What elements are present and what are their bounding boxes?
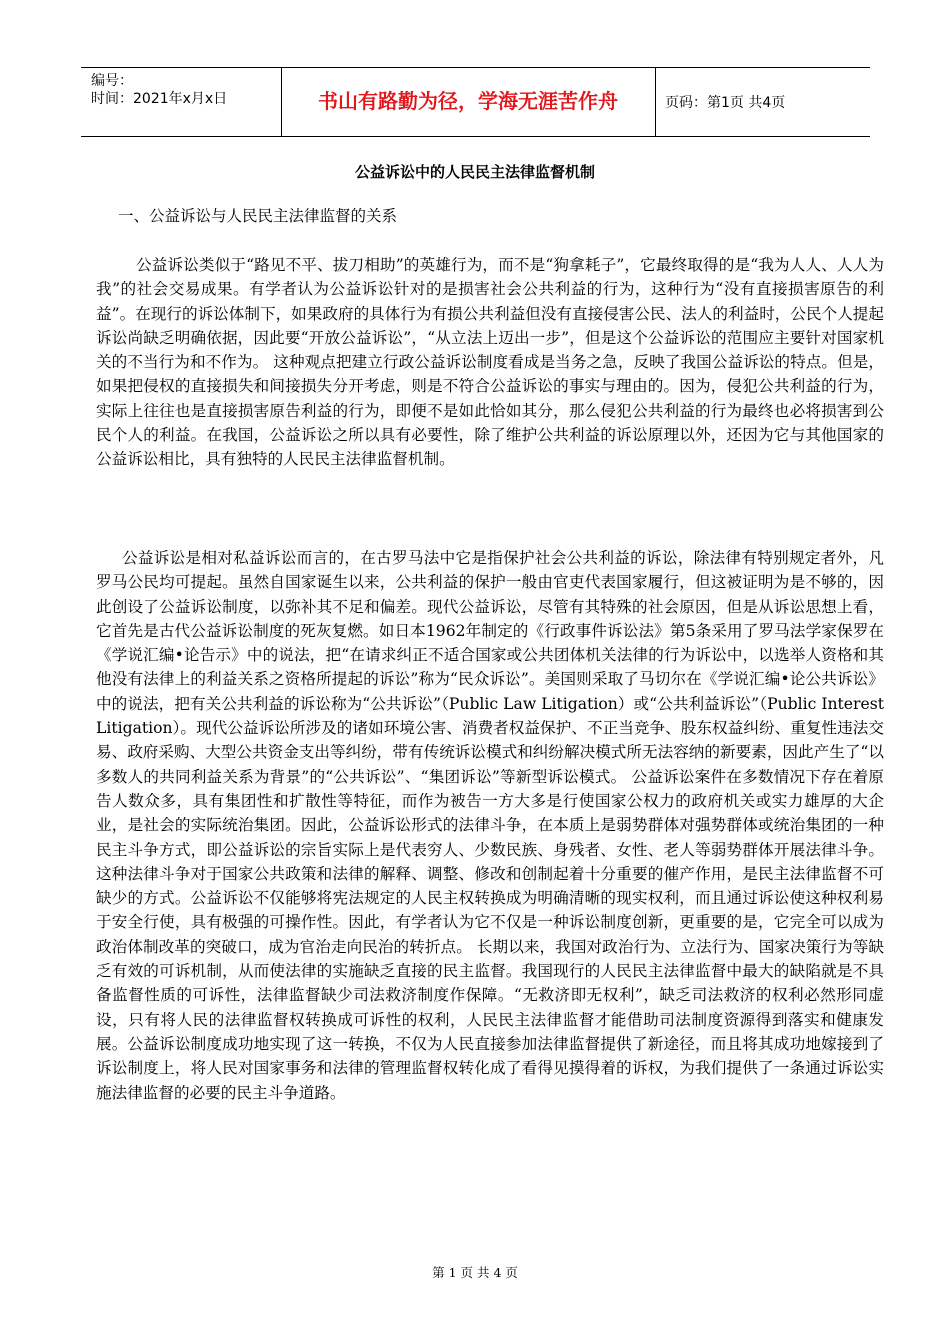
time-label: 时间：2021年x月x日 <box>91 91 228 107</box>
page-footer: 第 1 页 共 4 页 <box>432 1265 518 1280</box>
number-label: 编号： <box>91 73 133 89</box>
page-header <box>81 67 870 137</box>
header-meta <box>91 72 281 108</box>
header-divider <box>655 68 656 136</box>
header-page-info: 页码：第1页 共4页 <box>665 95 786 111</box>
section-heading: 一、公益诉讼与人民民主法律监督的关系 <box>118 207 398 225</box>
document-title: 公益诉讼中的人民民主法律监督机制 <box>354 163 595 181</box>
header-motto: 书山有路勤为径，学海无涯苦作舟 <box>318 89 618 113</box>
body-paragraph: 公益诉讼类似于“路见不平、拔刀相助”的英雄行为，而不是“狗拿耗子”，它最终取得的是“我为人人、人人为我”的社会交易成果。有学者认为公益诉讼针对的是损害社会公共利益的行为，这种行为“没有直接损害原告的利益”。在现行的诉讼体制下，如果政府的具体行为有损公共利益但没有直接侵害公民、法人的利益时，公民个人提起诉讼尚缺乏明确依据，因此要“开放公益诉讼”，“从立法上迈出一步”，但是这个公益诉讼的范围应主要针对国家机关的不当行为和不作为。 这种观点把建立行政公益诉讼制度看成是当务之急，反映了我国公益诉讼的特点。但是，如果把侵权的直接损失和间接损失分开考虑，则是不符合公益诉讼的事实与理由的。因为，侵犯公共利益的行为，实际上往往也是直接损害原告利益的行为，即便不是如此恰如其分，那么侵犯公共利益的行为最终也必将损害到公民个人的利益。在我国，公益诉讼之所以具有必要性，除了维护公共利益的诉讼原理以外，还因为它与其他国家的公益诉讼相比，具有独特的人民民主法律监督机制。 <box>96 256 884 469</box>
body-paragraph: 公益诉讼是相对私益诉讼而言的，在古罗马法中它是指保护社会公共利益的诉讼，除法律有特别规定者外，凡罗马公民均可提起。虽然自国家诞生以来，公共利益的保护一般由官吏代表国家履行，但这被证明为是不够的，因此创设了公益诉讼制度，以弥补其不足和偏差。现代公益诉讼，尽管有其特殊的社会原因，但是从诉讼思想上看，它首先是古代公益诉讼制度的死灰复燃。如日本1962年制定的《行政事件诉讼法》第5条采用了罗马法学家保罗在《学说汇编•论告示》中的说法，把“在请求纠正不适合国家或公共团体机关法律的行为诉讼中，以选举人资格和其他没有法律上的利益关系之资格所提起的诉讼”称为“民众诉讼”。美国则采取了马切尔在《学说汇编•论公共诉讼》中的说法，把有关公共利益的诉讼称为“公共诉讼”（Public Law Litigation）或“公共利益诉讼”（Public Interest Litigation）。现代公益诉讼所涉及的诸如环境公害、消费者权益保护、不正当竞争、股东权益纠纷、重复性违法交易、政府采购、大型公共资金支出等纠纷，带有传统诉讼模式和纠纷解决模式所无法容纳的新要素，因此产生了“以多数人的共同利益关系为背景”的“公共诉讼”、“集团诉讼”等新型诉讼模式。 公益诉讼案件在多数情况下存在着原告人数众多，具有集团性和扩散性等特征，而作为被告一方大多是行使国家公权力的政府机关或实力雄厚的大企业，是社会的实际统治集团。因此，公益诉讼形式的法律斗争，在本质上是弱势群体对强势群体或统治集团的一种民主斗争方式，即公益诉讼的宗旨实际上是代表穷人、少数民族、身残者、女性、老人等弱势群体开展法律斗争。这种法律斗争对于国家公共政策和法律的解释、调整、修改和创制起着十分重要的催产作用，是民主法律监督不可缺少的方式。公益诉讼不仅能够将宪法规定的人民主权转换成为明确清晰的现实权利，而且通过诉讼使这种权利易于安全行使，具有极强的可操作性。因此，有学者认为它不仅是一种诉讼制度创新，更重要的是，它完全可以成为政治体制改革的突破口，成为官治走向民治的转折点。 长期以来，我国对政治行为、立法行为、国家决策行为等缺乏有效的可诉机制，从而使法律的实施缺乏直接的民主监督。我国现行的人民民主法律监督中最大的缺陷就是不具备监督性质的可诉性，法律监督缺少司法救济制度作保障。“无救济即无权利”，缺乏司法救济的权利必然形同虚设，只有将人民的法律监督权转换成可诉性的权利，人民民主法律监督才能借助司法制度资源得到落实和健康发展。公益诉讼制度成功地实现了这一转换，不仅为人民直接参加法律监督提供了新途径，而且将其成功地嫁接到了诉讼制度上，将人民对国家事务和法律的管理监督权转化成了看得见摸得着的诉权，为我们提供了一条通过诉讼实施法律监督的必要的民主斗争道路。 <box>96 549 884 1102</box>
